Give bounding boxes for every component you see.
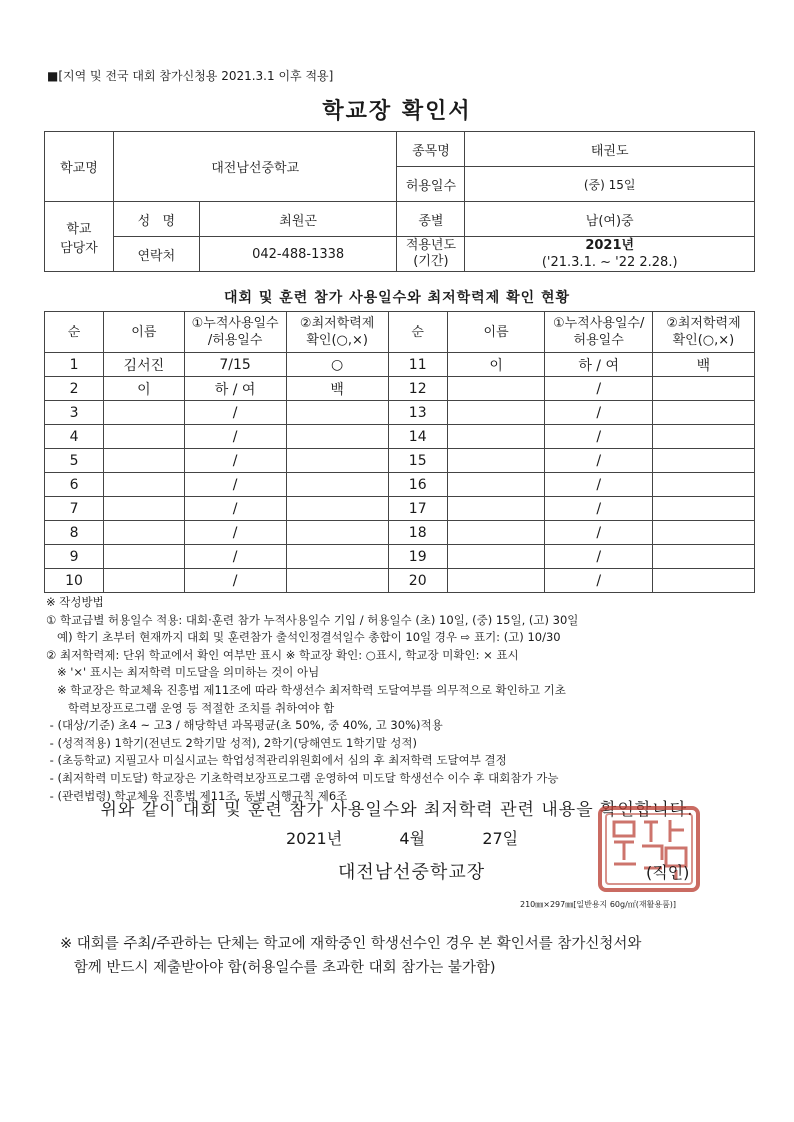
row-min: 백 <box>286 377 388 401</box>
row-name <box>104 497 185 521</box>
row-min <box>286 401 388 425</box>
staff-label <box>45 202 114 272</box>
year-label-line1: 적용년도 <box>405 238 457 253</box>
row-min <box>652 425 754 449</box>
instruction-line: - (관련법령) 학교체육 진흥법 제11조, 동법 시행규칙 제6조 <box>46 788 348 803</box>
row-days: / <box>545 497 652 521</box>
principal-title: 대전남선중학교장 <box>338 862 486 883</box>
table-row <box>45 473 755 497</box>
row-min: 백 <box>652 353 754 377</box>
row-name <box>104 449 185 473</box>
row-name <box>447 377 545 401</box>
footer-notice <box>60 932 760 980</box>
row-min <box>286 545 388 569</box>
row-min <box>286 521 388 545</box>
form-usage-tag: ■[지역 및 전국 대회 참가신청용 2021.3.1 이후 적용] <box>47 69 334 83</box>
table-row <box>45 545 755 569</box>
row-no: 6 <box>45 473 104 497</box>
row-name <box>447 449 545 473</box>
header-days2-l1: ①누적사용일수/ <box>552 316 645 331</box>
row-days: / <box>545 569 652 593</box>
instruction-line: ※ '×' 표시는 최저학력 미도달을 의미하는 것이 아님 <box>46 665 320 680</box>
row-min <box>652 569 754 593</box>
gender-value: 남(여)중 <box>465 202 755 237</box>
row-min <box>652 521 754 545</box>
row-days: / <box>184 449 286 473</box>
row-min <box>286 497 388 521</box>
row-no: 15 <box>388 449 447 473</box>
row-no: 8 <box>45 521 104 545</box>
header-days-2 <box>545 312 652 353</box>
row-min <box>286 449 388 473</box>
paper-spec: 210㎜×297㎜[일반용지 60g/㎡(재활용품)] <box>520 900 677 909</box>
header-min-l2: 확인(○,×) <box>306 333 368 348</box>
instruction-line: - (성적적용) 1학기(전년도 2학기말 성적), 2학기(당해연도 1학기말 성적) <box>46 735 417 750</box>
row-name: 김서진 <box>104 353 185 377</box>
row-days: / <box>545 425 652 449</box>
row-no: 14 <box>388 425 447 449</box>
header-days-l1: ①누적사용일수 <box>191 316 279 331</box>
row-name <box>104 569 185 593</box>
status-subtitle: 대회 및 훈련 참가 사용일수와 최저학력제 확인 현황 <box>223 290 571 306</box>
row-no: 18 <box>388 521 447 545</box>
name-value: 최원곤 <box>199 202 397 237</box>
row-name <box>447 545 545 569</box>
table-row <box>45 569 755 593</box>
row-days: / <box>184 545 286 569</box>
instructions <box>46 594 766 805</box>
header-min2-l1: ②최저학력제 <box>666 316 741 331</box>
row-days: / <box>545 401 652 425</box>
row-min <box>652 473 754 497</box>
row-min <box>286 473 388 497</box>
instruction-line: - (대상/기준) 초4 ~ 고3 / 해당학년 과목평균(초 50%, 중 40%, 고 30%)적용 <box>46 718 443 733</box>
footer-line-1: ※ 대회를 주최/주관하는 단체는 학교에 재학중인 학생선수인 경우 본 확인서를 참가신청서와 <box>60 936 642 952</box>
school-label: 학교명 <box>45 132 114 202</box>
row-days: / <box>184 425 286 449</box>
table-row <box>45 497 755 521</box>
row-days: 7/15 <box>184 353 286 377</box>
row-min <box>652 377 754 401</box>
staff-label-line1: 학교 <box>66 221 92 237</box>
document-title: 학교장 확인서 <box>322 99 472 124</box>
row-no: 16 <box>388 473 447 497</box>
instruction-line: - (초등학교) 지필고사 미실시교는 학업성적관리위원회에서 심의 후 최저학력 도달여부 결정 <box>46 753 507 768</box>
allowed-days-value: (중) 15일 <box>465 167 755 202</box>
table-row <box>45 377 755 401</box>
row-name <box>447 473 545 497</box>
year-value <box>465 237 755 272</box>
row-days: / <box>545 473 652 497</box>
instruction-line: ① 학교급별 허용일수 적용: 대회·훈련 참가 누적사용일수 기입 / 허용일수 (초) 10일, (중) 15일, (고) 30일 <box>46 612 579 627</box>
row-days: / <box>545 449 652 473</box>
row-name <box>104 401 185 425</box>
event-label: 종목명 <box>397 132 465 167</box>
row-days: / <box>184 569 286 593</box>
header-min <box>286 312 388 353</box>
row-no: 7 <box>45 497 104 521</box>
row-min <box>286 425 388 449</box>
gender-label: 종별 <box>397 202 465 237</box>
row-days: / <box>184 473 286 497</box>
row-days: / <box>545 545 652 569</box>
row-no: 20 <box>388 569 447 593</box>
issue-date: 2021년 4월 27일 <box>286 829 519 848</box>
row-name <box>447 425 545 449</box>
row-days: / <box>184 521 286 545</box>
year-label-line2: (기간) <box>413 254 449 269</box>
event-value: 태권도 <box>465 132 755 167</box>
row-name <box>104 473 185 497</box>
table-row <box>45 521 755 545</box>
header-days-l2: /허용일수 <box>207 333 263 348</box>
row-no: 11 <box>388 353 447 377</box>
row-name <box>104 545 185 569</box>
row-min <box>286 569 388 593</box>
row-name <box>104 425 185 449</box>
row-no: 5 <box>45 449 104 473</box>
row-name: 이 <box>447 353 545 377</box>
seal-label: (직인) <box>646 863 690 882</box>
header-name-2: 이름 <box>447 312 545 353</box>
year-period: ('21.3.1. ~ '22 2.28.) <box>541 255 678 270</box>
instruction-line: 예) 학기 초부터 현재까지 대회 및 훈련참가 출석인정결석일수 총합이 10일 경우 ⇨ 표기: (고) 10/30 <box>46 630 561 645</box>
header-name: 이름 <box>104 312 185 353</box>
instruction-line: ※ 학교장은 학교체육 진흥법 제11조에 따라 학생선수 최저학력 도달여부를 의무적으로 확인하고 기초 <box>46 682 566 697</box>
table-row <box>45 401 755 425</box>
header-min-2 <box>652 312 754 353</box>
instruction-line: ② 최저학력제: 단위 학교에서 확인 여부만 표시 ※ 학교장 확인: ○표시, 학교장 미확인: × 표시 <box>46 647 519 662</box>
row-no: 19 <box>388 545 447 569</box>
row-days: / <box>184 497 286 521</box>
table-row <box>45 353 755 377</box>
row-min <box>652 401 754 425</box>
contact-label: 연락처 <box>113 237 199 272</box>
row-no: 17 <box>388 497 447 521</box>
header-min-l1: ②최저학력제 <box>299 316 375 331</box>
instruction-line: - (최저학력 미도달) 학교장은 기초학력보장프로그램 운영하여 미도달 학생선수 이수 후 대회참가 가능 <box>46 770 559 785</box>
allowed-days-label: 허용일수 <box>397 167 465 202</box>
participation-rows <box>45 353 755 593</box>
contact-value: 042-488-1338 <box>199 237 397 272</box>
table-row <box>45 425 755 449</box>
row-name <box>447 521 545 545</box>
header-days <box>184 312 286 353</box>
row-min <box>652 449 754 473</box>
staff-label-line2: 담당자 <box>60 240 98 256</box>
table-row <box>45 449 755 473</box>
row-name <box>447 497 545 521</box>
school-info-table <box>44 131 755 272</box>
row-days: 하 / 여 <box>184 377 286 401</box>
row-name: 이 <box>104 377 185 401</box>
header-min2-l2: 확인(○,×) <box>672 333 735 348</box>
row-name <box>447 569 545 593</box>
row-no: 13 <box>388 401 447 425</box>
row-days: 하 / 여 <box>545 353 652 377</box>
instruction-line: ※ 작성방법 <box>46 595 104 609</box>
row-no: 12 <box>388 377 447 401</box>
year-label <box>397 237 465 272</box>
row-min <box>652 545 754 569</box>
school-name: 대전남선중학교 <box>113 132 397 202</box>
row-days: / <box>184 401 286 425</box>
row-days: / <box>545 521 652 545</box>
row-no: 2 <box>45 377 104 401</box>
row-days: / <box>545 377 652 401</box>
confirmation-statement: 위와 같이 대회 및 훈련 참가 사용일수와 최저학력 관련 내용을 확인합니다. <box>100 800 694 820</box>
row-name <box>447 401 545 425</box>
header-days2-l2: 허용일수 <box>573 333 624 348</box>
row-no: 10 <box>45 569 104 593</box>
footer-line-2: 함께 반드시 제출받아야 함(허용일수를 초과한 대회 참가는 불가함) <box>60 960 496 976</box>
instruction-line: 학력보장프로그램 운영 등 적절한 조치를 취하여야 함 <box>46 700 335 715</box>
header-no-2: 순 <box>388 312 447 353</box>
row-no: 1 <box>45 353 104 377</box>
year-value-line1: 2021년 <box>585 238 635 253</box>
header-no: 순 <box>45 312 104 353</box>
row-no: 3 <box>45 401 104 425</box>
row-min <box>652 497 754 521</box>
row-no: 4 <box>45 425 104 449</box>
name-label: 성 명 <box>113 202 199 237</box>
row-min: ○ <box>286 353 388 377</box>
row-name <box>104 521 185 545</box>
participation-table <box>44 311 755 593</box>
row-no: 9 <box>45 545 104 569</box>
